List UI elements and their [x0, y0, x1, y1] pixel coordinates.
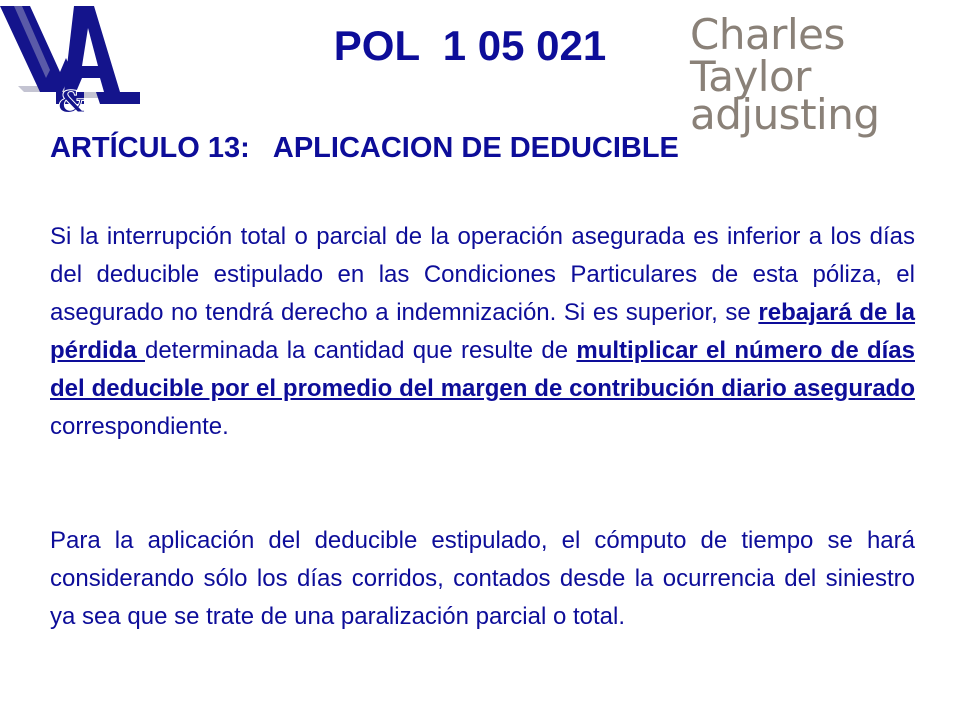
article-heading: ARTÍCULO 13: APLICACION DE DEDUCIBLE — [50, 132, 679, 164]
logo-line-2: adjusting — [690, 90, 880, 139]
paragraph-time-computation: Para la aplicación del deducible estipulado, el cómputo de tiempo se hará considerando sólo los días corridos, contados desde la ocurrencia del siniestro ya sea que se trate de una paralización parcial o total. — [50, 527, 915, 630]
paragraph-text: correspondiente. — [50, 413, 229, 440]
page-title: POL 1 05 021 — [333, 22, 607, 69]
svg-text:&: & — [58, 85, 86, 120]
logo-line-1: Charles Taylor — [690, 10, 845, 101]
va-monogram-logo — [0, 0, 150, 120]
emphasis-rebajara: rebajará de la pérdida — [50, 299, 916, 364]
charles-taylor-logo — [690, 10, 955, 139]
va-monogram-icon — [0, 0, 150, 120]
emphasis-multiplicar: multiplicar el número de días del deducible por el promedio del margen de contribución diario asegurado — [50, 337, 915, 402]
paragraph-text: determinada la cantidad que resulte de — [144, 337, 577, 364]
paragraph-deductible-rule — [50, 218, 915, 446]
paragraph-text: Si la interrupción total o parcial de la operación asegurada es inferior a los días del deducible estipulado en las Condiciones Particulares de esta póliza, el asegurado no tendrá derecho a indemnización. Si es superior, se — [50, 223, 915, 326]
